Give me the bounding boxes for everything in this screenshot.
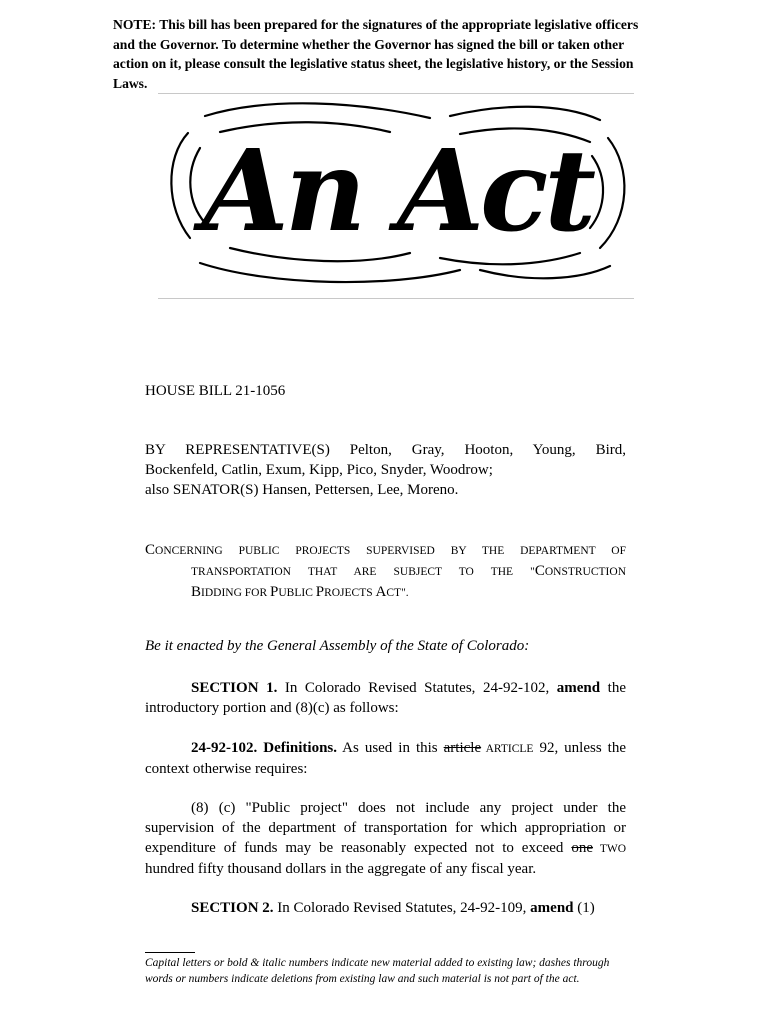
sponsors — [145, 440, 626, 500]
section-1-amend: amend — [556, 680, 601, 696]
section-number: 24-92-102. — [191, 740, 258, 756]
an-act-banner — [160, 98, 635, 294]
section-1: SECTION 1. In Colorado Revised Statutes, 24-92-102, amend the introductory portion and (8)(c) as follows: — [145, 680, 627, 716]
legislative-note: NOTE: This bill has been prepared for the signatures of the appropriate legislative officers and the Governor. To determine whether the Governor has signed the bill or taken other action on it, please consult the legislative status sheet, the legislative history, or the Session Laws. — [113, 17, 639, 91]
section-2: SECTION 2. In Colorado Revised Statutes, 24-92-109, amend (1) — [191, 900, 595, 916]
inserted-text: ARTICLE — [481, 743, 534, 755]
sponsors-line-2: Bockenfeld, Catlin, Exum, Kipp, Pico, Snyder, Woodrow; — [145, 462, 493, 478]
bill-title-line-2: TRANSPORTATION THAT ARE SUBJECT TO THE "CONSTRUCTION — [191, 563, 626, 579]
bill-number: HOUSE BILL 21-1056 — [145, 383, 286, 399]
an-act-title: An Act — [201, 126, 593, 257]
bill-title-line-1: CONCERNING PUBLIC PROJECTS SUPERVISED BY THE DEPARTMENT OF — [145, 542, 626, 558]
banner-bottom-rule — [158, 298, 634, 299]
definitions-paragraph: 24-92-102. Definitions. As used in this article ARTICLE 92, unless the context otherwise requires: — [145, 740, 626, 777]
sponsors-line-3: also SENATOR(S) Hansen, Pettersen, Lee, Moreno. — [145, 482, 459, 498]
banner-top-rule — [158, 93, 634, 94]
enacting-clause: Be it enacted by the General Assembly of the State of Colorado: — [145, 638, 530, 654]
bill-title-line-3: BIDDING FOR PUBLIC PROJECTS ACT". — [191, 584, 409, 600]
section-1-label: SECTION 1. — [191, 680, 278, 696]
sponsors-line-1: BY REPRESENTATIVE(S) Pelton, Gray, Hooton, Young, Bird, — [145, 442, 626, 458]
deleted-text: article — [443, 740, 482, 756]
subsection-8c: (8) (c) "Public project" does not include any project under the supervision of the department of transportation for which appropriation or expenditure of funds may be reasonably expected not to exceed one TWO hundred fifty thousand dollars in the aggregate of any fiscal year. — [145, 800, 626, 877]
definitions-heading: Definitions. — [257, 740, 337, 756]
footnote-rule — [145, 952, 195, 953]
inserted-text: TWO — [593, 843, 626, 855]
section-2-label: SECTION 2. — [191, 900, 274, 916]
deleted-text: one — [571, 840, 593, 856]
bill-title — [145, 540, 626, 603]
footnote: Capital letters or bold & italic numbers indicate new material added to existing law; dashes through words or numbers indicate deletions from existing law and such material is not part of the act. — [145, 957, 610, 985]
section-2-amend: amend — [530, 900, 574, 916]
